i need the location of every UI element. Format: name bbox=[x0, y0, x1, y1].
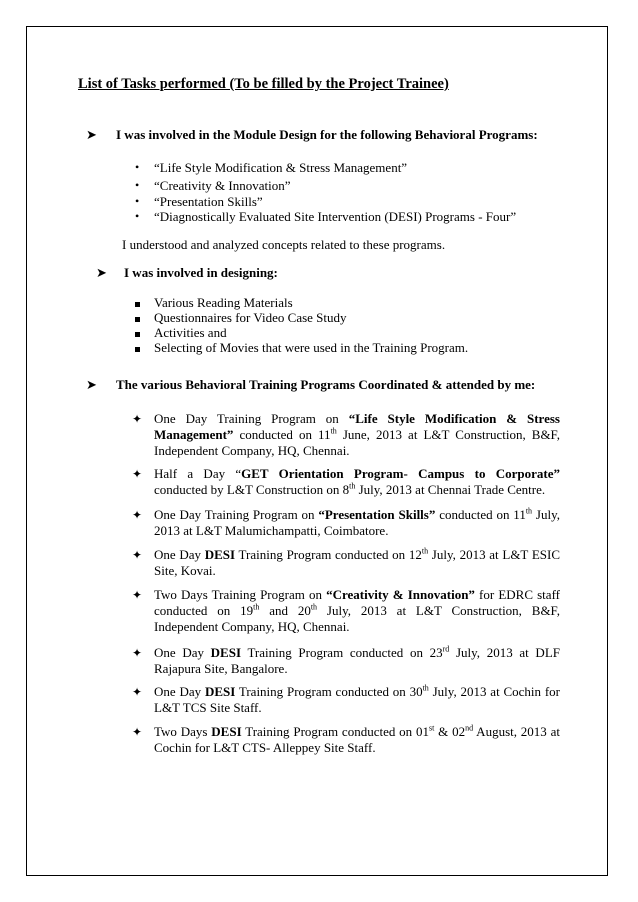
list-item: Various Reading Materials bbox=[154, 295, 293, 310]
arrow-bullet-icon: ➤ bbox=[86, 377, 97, 392]
dot-bullet-icon: • bbox=[135, 160, 140, 174]
arrow-bullet-icon: ➤ bbox=[86, 127, 97, 142]
plus-star-icon: ✦ bbox=[132, 725, 143, 739]
plus-star-icon: ✦ bbox=[132, 467, 143, 481]
list-item: “Presentation Skills” bbox=[154, 194, 263, 209]
plus-star-icon: ✦ bbox=[132, 646, 143, 660]
square-bullet-icon bbox=[135, 310, 140, 325]
plus-star-icon: ✦ bbox=[132, 685, 143, 699]
program-entry: ✦ One Day Training Program on “Presentation Skills” conducted on 11th July, 2013 at L&T Malumichampatti, Coimbatore. bbox=[132, 506, 560, 538]
square-bullet-icon bbox=[135, 295, 140, 310]
program-entry: ✦ One Day DESI Training Program conducted on 23rd July, 2013 at DLF Rajapura Site, Bangalore. bbox=[132, 644, 560, 676]
plus-star-icon: ✦ bbox=[132, 588, 143, 602]
section-1-note: I understood and analyzed concepts related to these programs. bbox=[122, 237, 446, 252]
section-1-title: I was involved in the Module Design for the following Behavioral Programs: bbox=[116, 127, 538, 142]
list-item: Activities and bbox=[154, 325, 227, 340]
list-item: Questionnaires for Video Case Study bbox=[154, 310, 347, 325]
section-2-title: I was involved in designing: bbox=[124, 265, 278, 280]
program-entry: ✦ One Day DESI Training Program conducted on 12th July, 2013 at L&T ESIC Site, Kovai. bbox=[132, 546, 561, 578]
section-3-title: The various Behavioral Training Programs Coordinated & attended by me: bbox=[116, 377, 536, 392]
plus-star-icon: ✦ bbox=[132, 508, 143, 522]
plus-star-icon: ✦ bbox=[132, 548, 143, 562]
program-entry: ✦ One Day DESI Training Program conducted on 30th July, 2013 at Cochin for L&T TCS Site Staff. bbox=[132, 683, 560, 715]
plus-star-icon: ✦ bbox=[132, 412, 143, 426]
program-entry: ✦ Two Days DESI Training Program conducted on 01st & 02nd August, 2013 at Cochin for L&T CTS- Alleppey Site Staff. bbox=[132, 723, 560, 755]
dot-bullet-icon: • bbox=[135, 178, 140, 192]
program-entry: ✦ One Day Training Program on “Life Style Modification & Stress Management” conducted on 11th June, 2013 at L&T Construction, B&F, Independent Company, HQ, Chennai. bbox=[132, 411, 560, 458]
arrow-bullet-icon: ➤ bbox=[96, 265, 107, 280]
list-item: “Creativity & Innovation” bbox=[154, 178, 291, 193]
dot-bullet-icon: • bbox=[135, 194, 140, 208]
list-item: “Life Style Modification & Stress Management” bbox=[154, 160, 408, 175]
program-entry: ✦ Half a Day “GET Orientation Program- Campus to Corporate” conducted by L&T Construction on 8th July, 2013 at Chennai Trade Centre. bbox=[132, 466, 560, 497]
square-bullet-icon bbox=[135, 325, 140, 340]
list-item: Selecting of Movies that were used in the Training Program. bbox=[154, 340, 469, 355]
dot-bullet-icon: • bbox=[135, 209, 140, 223]
page-heading: List of Tasks performed (To be filled by the Project Trainee) bbox=[78, 76, 449, 92]
program-entry: ✦ Two Days Training Program on “Creativity & Innovation” for EDRC staff conducted on 19th and 20th July, 2013 at L&T Construction, B&F, Independent Company, HQ, Chennai. bbox=[132, 587, 560, 634]
square-bullet-icon bbox=[135, 340, 140, 355]
list-item: “Diagnostically Evaluated Site Intervention (DESI) Programs - Four” bbox=[154, 209, 517, 224]
